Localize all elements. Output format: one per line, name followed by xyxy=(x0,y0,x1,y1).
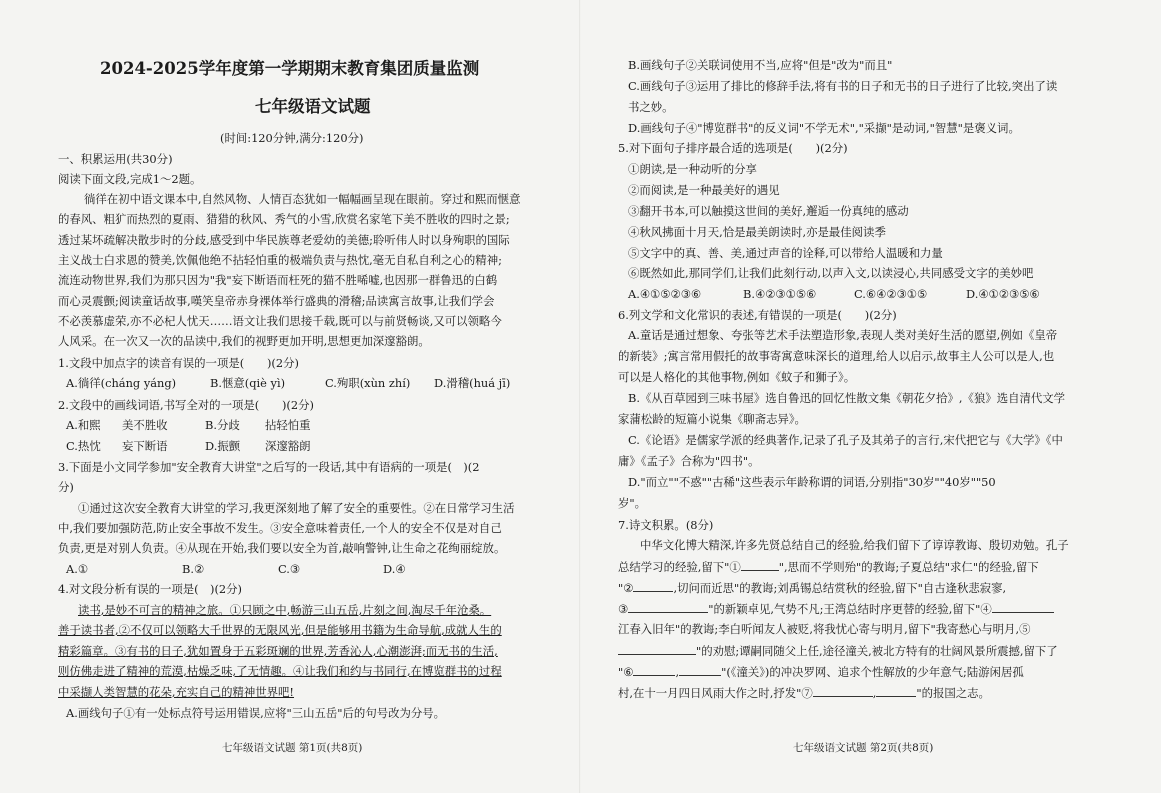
fill-text: ③ xyxy=(618,602,629,616)
option-a-cont: 可以是人格化的其他事物,例如《蚊子和狮子》。 xyxy=(618,370,856,384)
option-b: B.《从百草园到三味书屋》选自鲁迅的回忆性散文集《朝花夕拾》,《狼》选自清代文学 xyxy=(628,391,1066,405)
passage-line: 人风采。在一次又一次的品读中,我们的视野更加开明,思想更加深邃豁朗。 xyxy=(58,334,430,348)
blank-6b[interactable] xyxy=(679,664,721,676)
fill-text: 总结学习的经验,留下"① xyxy=(618,560,741,574)
option-d: D.画线句子④"博览群书"的反义词"不学无术","采撷"是动词,"智慧"是褒义词。 xyxy=(628,121,1020,135)
fill-text: "⑥ xyxy=(618,665,634,679)
sentence-2: ②而阅读,是一种最美好的遇见 xyxy=(628,183,780,197)
fill-text: "的报国之志。 xyxy=(916,686,990,700)
blank-1[interactable] xyxy=(741,559,779,571)
passage-line: 善于读书者,②不仅可以领略大千世界的无限风光,但是能够用书籍为生命导航,成就人生的 xyxy=(58,623,502,637)
question-7: 7.诗文积累。(8分) xyxy=(618,518,714,532)
sentence-5: ⑤文字中的真、善、美,通过声音的诠释,可以带给人温暖和力量 xyxy=(628,246,943,260)
fill-text: 村,在十一月四日风雨大作之时,抒发"⑦ xyxy=(618,686,813,700)
option-c: C.《论语》是儒家学派的经典著作,记录了孔子及其弟子的言行,宋代把它与《大学》《中 xyxy=(628,433,1063,447)
passage-line: 中,我们要加强防范,防止安全事故不发生。③安全意味着责任,一个人的安全不仅是对自己 xyxy=(58,521,502,535)
fill-text: "的新颖卓见,气势不凡;王湾总结时序更替的经验,留下"④ xyxy=(708,602,992,616)
page-footer: 七年级语文试题 第1页(共8页) xyxy=(222,742,363,754)
exam-page-2 xyxy=(580,0,1161,793)
passage-line: 的春风、粗犷而热烈的夏雨、猎猎的秋风、秀气的小雪,欣赏名家笔下美不胜收的四时之景; xyxy=(58,212,510,226)
passage-line: 徜徉在初中语文课本中,自然风物、人情百态犹如一幅幅画呈现在眼前。穿过和熙而惬意 xyxy=(84,192,521,206)
fill-text: , xyxy=(675,665,680,679)
option-d: D.滑稽(huá jī) xyxy=(434,376,511,390)
option-a-word: 美不胜收 xyxy=(122,418,168,432)
blank-4[interactable] xyxy=(992,601,1054,613)
option-a: A.① xyxy=(66,562,89,576)
blank-6a[interactable] xyxy=(633,664,675,676)
option-a: A.童话是通过想象、夸张等艺术手法塑造形象,表现人类对美好生活的愿望,例如《皇帝 xyxy=(628,328,1058,342)
blank-2[interactable] xyxy=(633,580,673,592)
option-a: A.徜徉(cháng yáng) xyxy=(66,376,177,390)
option-b-cont: 家蒲松龄的短篇小说集《聊斋志异》。 xyxy=(618,412,806,426)
option-c-cont: 书之妙。 xyxy=(628,100,674,114)
option-d: D."而立""不惑""古稀"这些表示年龄称谓的词语,分别指"30岁""40岁""50 xyxy=(628,475,996,489)
question-2: 2.文段中的画线词语,书写全对的一项是( )(2分) xyxy=(58,398,314,412)
option-c: C.画线句子③运用了排比的修辞手法,将有书的日子和无书的日子进行了比较,突出了读 xyxy=(628,79,1058,93)
blank-3[interactable] xyxy=(628,601,708,613)
section-heading: 一、积累运用(共30分) xyxy=(58,152,173,166)
option-a: A.画线句子①有一处标点符号运用错误,应将"三山五岳"后的句号改为分号。 xyxy=(66,706,446,720)
sentence-4: ④秋风拂面十月天,恰是最美朗读时,亦是最佳阅读季 xyxy=(628,225,886,239)
fill-text: ,切问而近思"的教诲;刘禹锡总结赏秋的经验,留下"自古逢秋悲寂寥, xyxy=(673,581,1007,595)
option-c: C.热忱 xyxy=(66,439,101,453)
sentence-3: ③翻开书本,可以触摸这世间的美好,邂逅一份真纯的感动 xyxy=(628,204,909,218)
passage-line xyxy=(618,664,1024,679)
blank-7a[interactable] xyxy=(813,685,873,697)
passage-line: 不必羡慕虚荣,亦不必杞人忧天……语文让我们思接千载,既可以与前贤畅谈,又可以领略今 xyxy=(58,314,502,328)
sentence-1: ①朗读,是一种动听的分享 xyxy=(628,162,757,176)
exam-subtitle: 七年级语文试题 xyxy=(255,97,371,116)
passage-line xyxy=(618,580,1006,595)
passage-line xyxy=(618,601,1054,616)
fill-text: , xyxy=(872,686,877,700)
exam-page-1 xyxy=(0,0,580,793)
passage-line xyxy=(618,685,990,700)
blank-7b[interactable] xyxy=(876,685,916,697)
question-1: 1.文段中加点字的读音有误的一项是( )(2分) xyxy=(58,356,299,370)
passage-line xyxy=(618,559,1039,574)
blank-5[interactable] xyxy=(618,643,696,655)
passage-line: 主义战士白求恩的赞美,饮佩他绝不拈轻怕重的极端负责与热忱,毫无自私自利之心的精神; xyxy=(58,253,502,267)
page-footer: 七年级语文试题 第2页(共8页) xyxy=(793,742,934,754)
option-d: D.振颤 xyxy=(205,439,241,453)
passage-line: 中采撷人类智慧的花朵,充实自己的精神世界吧! xyxy=(58,685,295,699)
option-b-word: 拈轻怕重 xyxy=(265,418,311,432)
passage-line xyxy=(618,643,1058,658)
fill-text: "(《潼关》)的冲决罗网、追求个性解放的少年意气;陆游闲居孤 xyxy=(721,665,1024,679)
option-c-word: 妄下断语 xyxy=(122,439,168,453)
question-6: 6.列文学和文化常识的表述,有错误的一项是( )(2分) xyxy=(618,308,897,322)
option-d: D.④①②③⑤⑥ xyxy=(966,287,1040,301)
option-b: B.惬意(qiè yì) xyxy=(210,376,286,390)
question-3-cont: 分) xyxy=(58,480,74,494)
option-c: C.殉职(xùn zhí) xyxy=(325,376,411,390)
passage-line: 则仿佛走进了精神的荒漠,枯燥乏味,了无情趣。④让我们和约与书同行,在博览群书的过程 xyxy=(58,664,502,678)
option-b: B.画线句子②关联词使用不当,应将"但是"改为"而且" xyxy=(628,58,893,72)
exam-title: 2024-2025学年度第一学期期末教育集团质量监测 xyxy=(100,59,480,78)
question-4: 4.对文段分析有误的一项是( )(2分) xyxy=(58,582,242,596)
fill-text: "② xyxy=(618,581,634,595)
passage-line: 江春入旧年"的教诲;李白听闻友人被贬,将我忧心寄与明月,留下"我寄愁心与明月,⑤ xyxy=(618,622,1031,636)
option-a: A.④①⑤②③⑥ xyxy=(628,287,702,301)
option-b: B.② xyxy=(182,562,205,576)
option-b: B.分歧 xyxy=(205,418,240,432)
option-a-cont: 的新装》;寓言常用假托的故事寄寓意味深长的道理,给人以启示,故事主人公可以是人,也 xyxy=(618,349,1055,363)
passage-line: 而心灵震颤;阅读童话故事,嘆笑皇帝赤身裸体举行盛典的滑稽;品读寓言故事,让我们学会 xyxy=(58,294,495,308)
passage-line: 中华文化博大精深,许多先贤总结自己的经验,给我们留下了谆谆教诲、殷切劝勉。孔子 xyxy=(640,538,1069,552)
passage-line: 流连动物世界,我们为那只因为"我"妄下断语而枉死的猫不胜唏嘘,也因那一群鲁迅的白鹤 xyxy=(58,273,498,287)
option-d-word: 深邃豁朗 xyxy=(265,439,311,453)
exam-meta: (时间:120分钟,满分:120分) xyxy=(220,131,364,145)
option-b: B.④②③①⑤⑥ xyxy=(743,287,817,301)
option-c: C.⑥④②③①⑤ xyxy=(854,287,928,301)
sentence-6: ⑥既然如此,那同学们,让我们此刻行动,以声入文,以读浸心,共同感受文字的美妙吧 xyxy=(628,266,1034,280)
passage-line: 透过某坏疏解决散步时的分歧,感受到中华民族尊老爱幼的美德;聆听伟人时以身殉职的国际 xyxy=(58,233,510,247)
passage-line: 读书,是妙不可言的精神之旅。①只顾之中,畅游三山五岳,片刻之间,淘尽千年沧桑。 xyxy=(78,603,492,617)
question-5: 5.对下面句子排序最合适的选项是( )(2分) xyxy=(618,141,848,155)
question-3: 3.下面是小文同学参加"安全教育大讲堂"之后写的一段话,其中有语病的一项是( )(2 xyxy=(58,460,480,474)
passage-line: 精彩篇章。③有书的日子,犹如置身于五彩斑斓的世界,芳香沁人,心潮澎湃;而无书的生活, xyxy=(58,644,498,658)
option-a: A.和熙 xyxy=(66,418,101,432)
option-d-cont: 岁"。 xyxy=(618,496,647,510)
fill-text: ",思而不学则殆"的教诲;子夏总结"求仁"的经验,留下 xyxy=(778,560,1039,574)
passage-line: ①通过这次安全教育大讲堂的学习,我更深刻地了解了安全的重要性。②在日常学习生活 xyxy=(78,501,515,515)
passage-line: 负责,更是对别人负责。④从现在开始,我们要以安全为首,敲响警钟,让生命之花绚丽绽放。 xyxy=(58,541,506,555)
option-c: C.③ xyxy=(278,562,301,576)
instruction: 阅读下面文段,完成1～2题。 xyxy=(58,172,202,186)
option-d: D.④ xyxy=(383,562,406,576)
option-c-cont: 庸》《孟子》合称为"四书"。 xyxy=(618,454,760,468)
fill-text: "的劝慰;谭嗣同随父上任,途径潼关,被北方特有的壮阔风景所震撼,留下了 xyxy=(696,644,1058,658)
